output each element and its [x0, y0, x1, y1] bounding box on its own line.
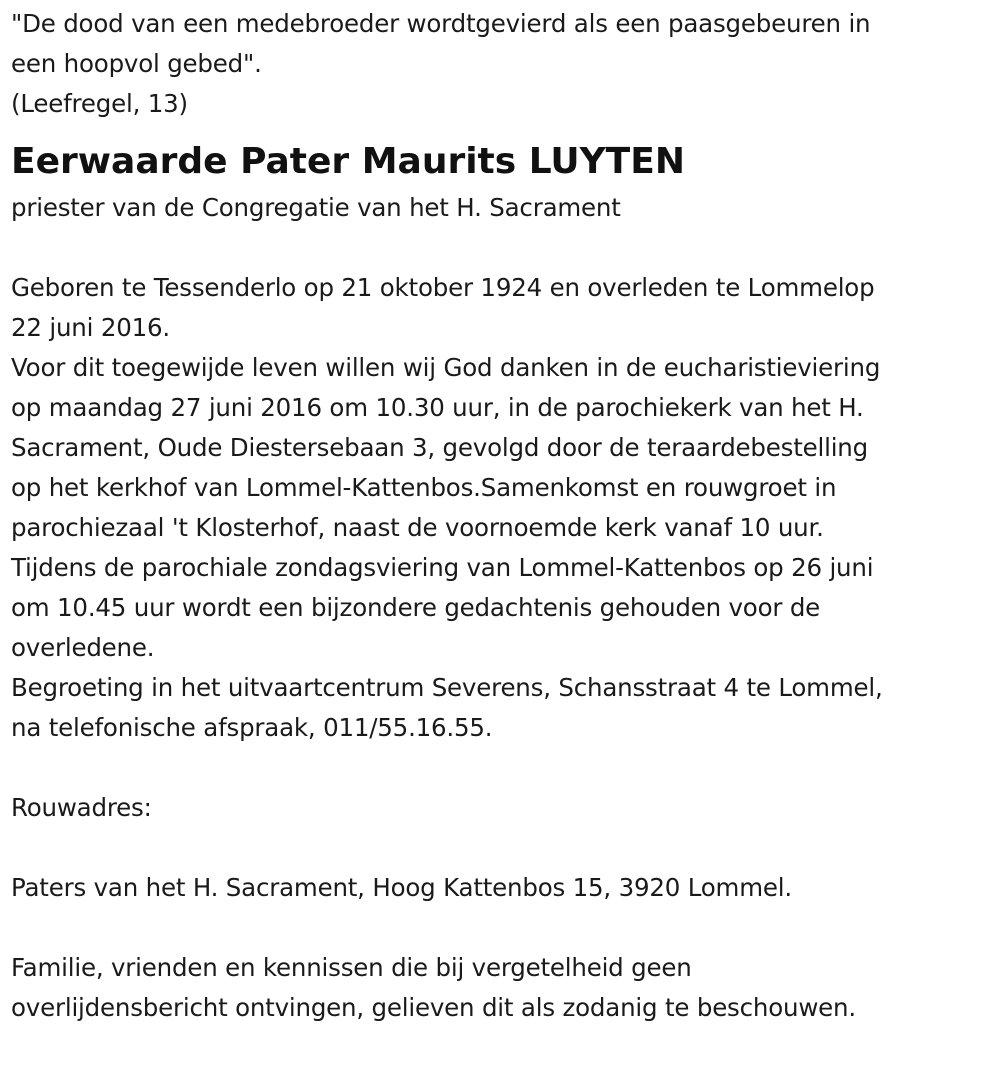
body-line: parochiezaal 't Klosterhof, naast de voornoemde kerk vanaf 10 uur. [11, 513, 824, 542]
obituary-notice [11, 0, 986, 1028]
quote-line: "De dood van een medebroeder wordtgevierd als een paasgebeuren in [11, 9, 871, 38]
quote-source: (Leefregel, 13) [11, 89, 188, 118]
body-line: op maandag 27 juni 2016 om 10.30 uur, in de parochiekerk van het H. [11, 393, 864, 422]
body-line: na telefonische afspraak, 011/55.16.55. [11, 713, 493, 742]
spacer [11, 828, 986, 868]
body-line: Sacrament, Oude Diestersebaan 3, gevolgd door de teraardebestelling [11, 433, 868, 462]
body-line: 22 juni 2016. [11, 313, 170, 342]
spacer [11, 908, 986, 948]
deceased-description: priester van de Congregatie van het H. Sacrament [11, 193, 621, 222]
deceased-name: Eerwaarde Pater Maurits LUYTEN [11, 141, 685, 182]
body-line: Begroeting in het uitvaartcentrum Severens, Schansstraat 4 te Lommel, [11, 673, 883, 702]
closing-note [11, 948, 986, 1028]
obituary-body [11, 268, 986, 748]
quote-line: een hoopvol gebed". [11, 49, 262, 78]
body-line: Geboren te Tessenderlo op 21 oktober 1924 en overleden te Lommelop [11, 273, 875, 302]
body-line: Tijdens de parochiale zondagsviering van Lommel-Kattenbos op 26 juni [11, 553, 874, 582]
spacer [11, 748, 986, 788]
body-line: Voor dit toegewijde leven willen wij God danken in de eucharistieviering [11, 353, 881, 382]
body-line: op het kerkhof van Lommel-Kattenbos.Samenkomst en rouwgroet in [11, 473, 837, 502]
closing-line: Familie, vrienden en kennissen die bij vergetelheid geen [11, 953, 692, 982]
address-label: Rouwadres: [11, 793, 152, 822]
address-value: Paters van het H. Sacrament, Hoog Kattenbos 15, 3920 Lommel. [11, 873, 792, 902]
body-line: overledene. [11, 633, 155, 662]
body-line: om 10.45 uur wordt een bijzondere gedachtenis gehouden voor de [11, 593, 821, 622]
quote-block [11, 4, 986, 124]
spacer [11, 228, 986, 268]
closing-line: overlijdensbericht ontvingen, gelieven dit als zodanig te beschouwen. [11, 993, 856, 1022]
